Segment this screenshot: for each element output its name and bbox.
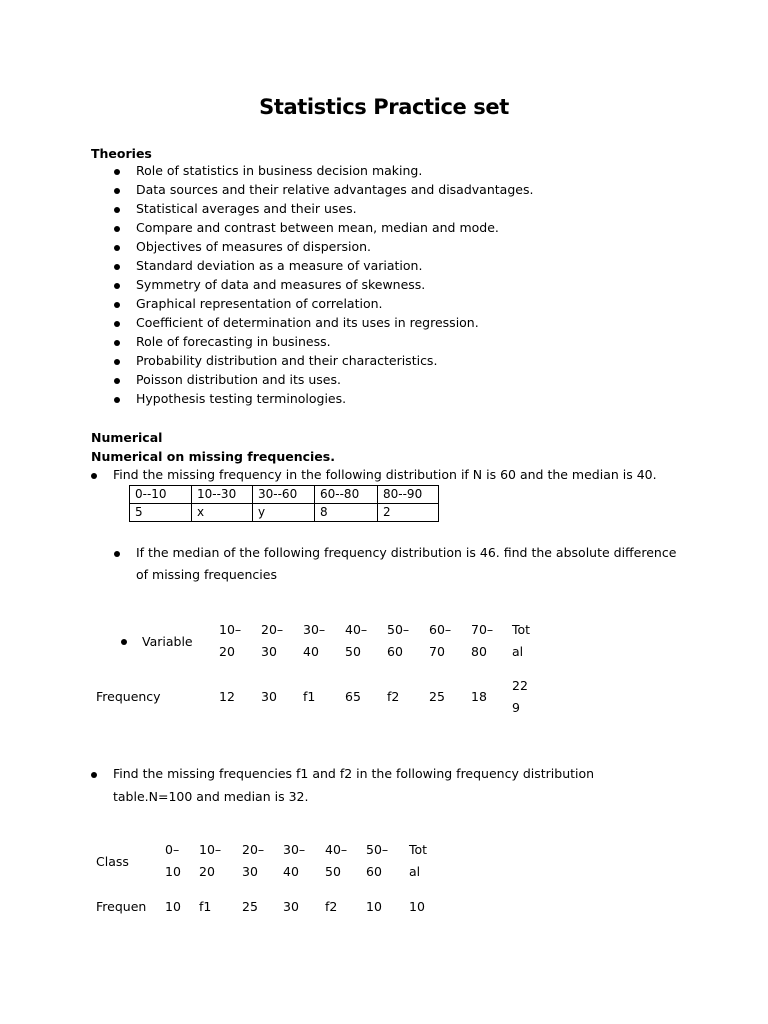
table-cell: 60 [366, 864, 382, 879]
table-cell: f2 [387, 689, 400, 704]
table-cell: 50 [325, 864, 341, 879]
table-cell: 0– [165, 842, 180, 857]
table-cell: 5 [130, 504, 192, 522]
q3-text-line1: Find the missing frequencies f1 and f2 in the following frequency distribution [113, 766, 595, 781]
q3-row-label: Class [96, 854, 129, 869]
table-cell: x [192, 504, 253, 522]
table-cell: 20– [242, 842, 265, 857]
table-cell: f1 [199, 899, 212, 914]
table-cell: 30 [242, 864, 258, 879]
theories-heading: Theories [91, 146, 152, 161]
table-cell: 40– [345, 622, 368, 637]
table-cell: 40 [283, 864, 299, 879]
bullet-icon [114, 169, 120, 175]
table-cell: y [253, 504, 315, 522]
table-cell: 30 [261, 689, 277, 704]
bullet-icon [91, 772, 97, 778]
bullet-icon [114, 226, 120, 232]
q1-table [129, 485, 439, 522]
table-cell: 10--30 [192, 486, 253, 504]
table-cell: 10 [165, 899, 181, 914]
bullet-icon [114, 397, 120, 403]
q2-text-line2: of missing frequencies [136, 567, 277, 582]
table-cell: f2 [325, 899, 338, 914]
table-cell: 50 [345, 644, 361, 659]
q3-row-label: Frequen [96, 899, 147, 914]
table-row [130, 504, 439, 522]
table-cell: 30 [261, 644, 277, 659]
bullet-icon [91, 473, 97, 479]
table-cell: 8 [315, 504, 378, 522]
table-cell: 60--80 [315, 486, 378, 504]
table-cell: 80--90 [378, 486, 439, 504]
table-cell: 70 [429, 644, 445, 659]
table-cell: 10 [409, 899, 425, 914]
table-cell: 30 [283, 899, 299, 914]
bullet-icon [114, 264, 120, 270]
table-cell: 18 [471, 689, 487, 704]
bullet-icon [114, 207, 120, 213]
table-cell: 9 [512, 700, 520, 715]
q2-row-label: Frequency [96, 689, 161, 704]
table-cell: 50– [387, 622, 410, 637]
table-cell: 25 [429, 689, 445, 704]
bullet-icon [121, 639, 127, 645]
table-cell: 60 [387, 644, 403, 659]
bullet-icon [114, 340, 120, 346]
page-title: Statistics Practice set [259, 95, 509, 119]
bullet-icon [114, 283, 120, 289]
bullet-icon [114, 359, 120, 365]
bullet-icon [114, 551, 120, 557]
table-cell: 20 [219, 644, 235, 659]
table-cell: 20 [199, 864, 215, 879]
table-cell: 10 [165, 864, 181, 879]
table-cell: 25 [242, 899, 258, 914]
table-cell: al [512, 644, 524, 659]
q2-row-label: Variable [142, 634, 193, 649]
table-cell: 2 [378, 504, 439, 522]
q3-text-line2: table.N=100 and median is 32. [113, 789, 309, 804]
table-cell: f1 [303, 689, 316, 704]
numerical-subheading: Numerical on missing frequencies. [91, 449, 335, 464]
table-cell: Tot [409, 842, 428, 857]
table-cell: 10– [219, 622, 242, 637]
table-cell: 22 [512, 678, 528, 693]
table-cell: 20– [261, 622, 284, 637]
table-cell: 10– [199, 842, 222, 857]
table-cell: 10 [366, 899, 382, 914]
bullet-icon [114, 188, 120, 194]
table-cell: 12 [219, 689, 235, 704]
table-cell: 65 [345, 689, 361, 704]
table-cell: 70– [471, 622, 494, 637]
bullet-icon [114, 321, 120, 327]
numerical-heading: Numerical [91, 430, 163, 445]
q1-text: Find the missing frequency in the following distribution if N is 60 and the median is 40. [113, 467, 657, 482]
table-cell: 30--60 [253, 486, 315, 504]
table-cell: 80 [471, 644, 487, 659]
table-cell: 30– [303, 622, 326, 637]
table-cell: 40 [303, 644, 319, 659]
table-cell: 30– [283, 842, 306, 857]
table-cell: 0--10 [130, 486, 192, 504]
bullet-icon [114, 302, 120, 308]
table-cell: Tot [512, 622, 531, 637]
table-row [130, 486, 439, 504]
table-cell: al [409, 864, 421, 879]
table-cell: 60– [429, 622, 452, 637]
table-cell: 40– [325, 842, 348, 857]
q2-text-line1: If the median of the following frequency distribution is 46. find the absolute difference [136, 545, 677, 560]
bullet-icon [114, 378, 120, 384]
bullet-icon [114, 245, 120, 251]
table-cell: 50– [366, 842, 389, 857]
